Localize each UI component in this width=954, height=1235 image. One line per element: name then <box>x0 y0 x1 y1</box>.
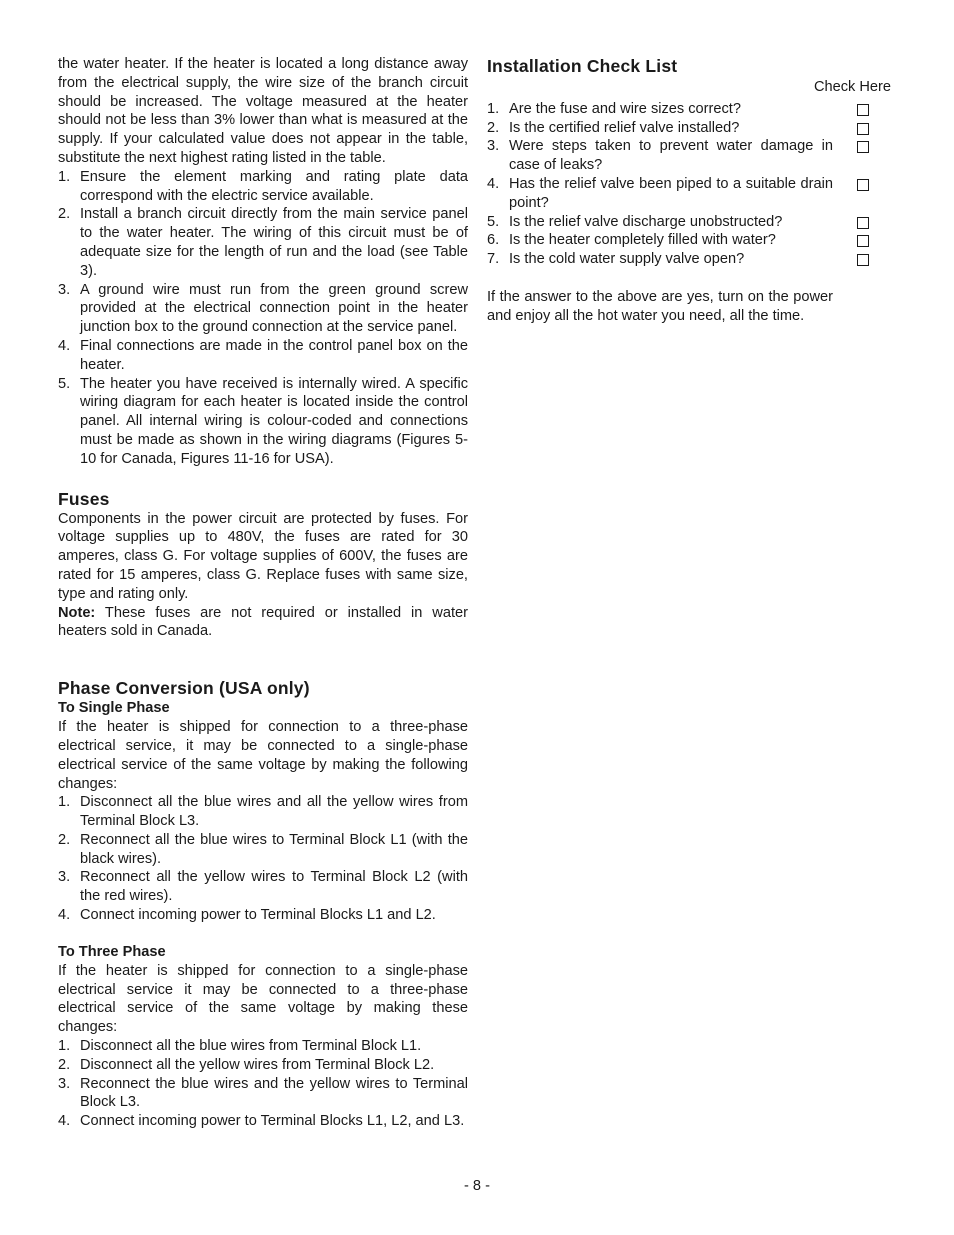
checklist-item: 4. Has the relief valve been piped to a suitable drain point? <box>487 175 891 213</box>
installation-checklist <box>487 100 891 269</box>
checkbox[interactable] <box>857 141 869 153</box>
single-phase-subheading: To Single Phase <box>58 700 170 717</box>
list-item: 3. Reconnect all the yellow wires to Terminal Block L2 (with the red wires). <box>58 869 468 905</box>
list-item: 2. Reconnect all the blue wires to Terminal Block L1 (with the black wires). <box>58 831 468 867</box>
intro-paragraph: the water heater. If the heater is located a long distance away from the electrical supply, the wire size of the branch circuit should be increased. The voltage measured at the heater should not be less than 3% lower than what is measured at the supply. If your calculated value does not appear in the table, substitute the next highest rating listed in the table. <box>58 56 468 166</box>
page-number: - 8 - <box>464 1178 490 1194</box>
checklist-item: 3. Were steps taken to prevent water damage in case of leaks? <box>487 137 891 175</box>
three-phase-subheading: To Three Phase <box>58 943 166 960</box>
list-item: 5. The heater you have received is internally wired. A specific wiring diagram for each heater is located inside the control panel. All internal wiring is colour-coded and connections must be made as shown in the wiring diagrams (Figures 5-10 for Canada, Figures 11-16 for USA). <box>58 375 468 467</box>
list-item: 4. Connect incoming power to Terminal Blocks L1, L2, and L3. <box>58 1113 465 1130</box>
right-column <box>487 55 891 326</box>
checklist-item: 7. Is the cold water supply valve open? <box>487 250 891 269</box>
list-item: 3. Reconnect the blue wires and the yellow wires to Terminal Block L3. <box>58 1075 468 1111</box>
checklist-item: 1. Are the fuse and wire sizes correct? <box>487 100 891 119</box>
three-phase-section <box>58 943 468 1131</box>
single-phase-steps <box>58 793 468 925</box>
three-phase-intro: If the heater is shipped for connection to a single-phase electrical service it may be connected to a three-phase electrical service of the same voltage by making these changes: <box>58 962 468 1036</box>
three-phase-steps <box>58 1037 468 1131</box>
phase-conversion-section <box>58 677 468 1131</box>
list-item: 4. Connect incoming power to Terminal Blocks L1 and L2. <box>58 907 436 924</box>
closing-paragraph: If the answer to the above are yes, turn on the power and enjoy all the hot water you need, all the time. <box>487 288 833 324</box>
fuses-note: Note: These fuses are not required or installed in water heaters sold in Canada. <box>58 604 468 640</box>
list-item: 2. Install a branch circuit directly from the main service panel to the water heater. The wiring of this circuit must be of adequate size for the length of run and the load (see Table 3). <box>58 206 468 279</box>
checkbox[interactable] <box>857 254 869 266</box>
list-item: 1. Ensure the element marking and rating plate data correspond with the electric service available. <box>58 168 468 204</box>
checkbox[interactable] <box>857 179 869 191</box>
list-item: 4. Final connections are made in the control panel box on the heater. <box>58 337 468 373</box>
list-item: 1. Disconnect all the blue wires from Terminal Block L1. <box>58 1038 422 1055</box>
checklist-heading: Installation Check List <box>487 56 678 76</box>
fuses-heading: Fuses <box>58 488 110 509</box>
checklist-item: 5. Is the relief valve discharge unobstructed? <box>487 213 891 232</box>
checklist-item: 6. Is the heater completely filled with water? <box>487 231 891 250</box>
list-item: 1. Disconnect all the blue wires and all the yellow wires from Terminal Block L3. <box>58 794 468 830</box>
installation-steps <box>58 168 468 469</box>
checkbox[interactable] <box>857 235 869 247</box>
check-here-label: Check Here <box>813 79 891 95</box>
single-phase-intro: If the heater is shipped for connection to a three-phase electrical service, it may be connected to a single-phase electrical service of the same voltage by making the following changes: <box>58 719 468 792</box>
checkbox[interactable] <box>857 217 869 229</box>
checklist-item: 2. Is the certified relief valve installed? <box>487 119 891 138</box>
list-item: 3. A ground wire must run from the green ground screw provided at the electrical connection point in the heater junction box to the ground connection at the service panel. <box>58 281 468 336</box>
phase-conversion-heading: Phase Conversion (USA only) <box>58 678 310 699</box>
checkbox[interactable] <box>857 123 869 135</box>
fuses-section <box>58 488 468 642</box>
list-item: 2. Disconnect all the yellow wires from Terminal Block L2. <box>58 1056 435 1073</box>
left-column <box>58 55 468 1131</box>
fuses-body: Components in the power circuit are protected by fuses. For voltage supplies up to 480V, the fuses are rated for 30 amperes, class G. For voltage supplies of 600V, the fuses are rated for 15 amperes, class G. Replace fuses with same size, type and rating only. <box>58 510 468 602</box>
checkbox[interactable] <box>857 104 869 116</box>
